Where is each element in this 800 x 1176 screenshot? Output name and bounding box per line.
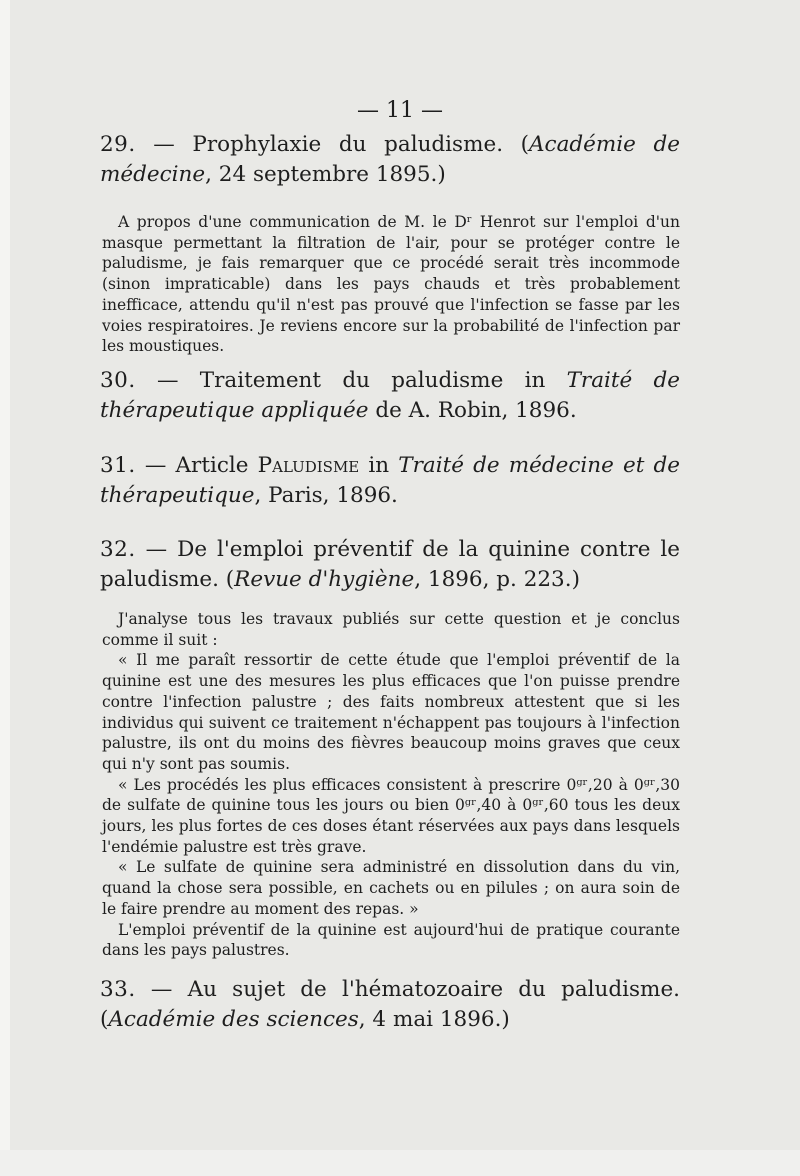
- entry-30-title: Traitement du paludisme in: [199, 368, 567, 393]
- page-number: — 11 —: [357, 98, 443, 123]
- entry-33-date: , 4 mai 1896.): [358, 1007, 510, 1032]
- entry-33-dash: —: [135, 977, 188, 1002]
- entry-31-number: 31.: [100, 453, 136, 478]
- page-edge-bottom: [0, 1150, 800, 1176]
- entry-32-number: 32.: [100, 537, 136, 562]
- entry-32-paragraph-2: « Il me paraît ressortir de cette étude que l'emploi préventif de la quinine est une des mesures les plus efficaces que l'on puisse prendre contre l'infection palustre ; des faits nombreux attestent que si les individus qui suivent ce traitement n'échappent pas toujours à l'infection palustre, ils ont du moins des fièvres beaucoup moins graves que ceux qui n'y sont pas soumis.: [102, 651, 680, 773]
- entry-30-number: 30.: [100, 368, 136, 393]
- entry-29-dash: —: [135, 132, 193, 157]
- entry-31-dash: —: [135, 453, 176, 478]
- entry-32-paragraph-1: J'analyse tous les travaux publiés sur cette question et je conclus comme il suit :: [102, 610, 680, 649]
- entry-31-title-mid: in: [359, 453, 399, 478]
- entry-29-source: Académie de médecine: [100, 132, 680, 187]
- entry-31-source: Traité de médecine et de thérapeutique: [100, 453, 681, 508]
- entry-33-heading: [100, 975, 680, 1035]
- entry-32-paragraph-4: « Le sulfate de quinine sera administré en dissolution dans du vin, quand la chose sera possible, en cachets ou en pilules ; on aura soin de le faire prendre au moment des repas. »: [102, 858, 680, 918]
- page-edge: [0, 0, 10, 1176]
- entry-32-date: , 1896, p. 223.): [414, 567, 580, 592]
- entry-32-paragraph-3: « Les procédés les plus efficaces consistent à prescrire 0ᵍʳ,20 à 0ᵍʳ,30 de sulfate de quinine tous les jours ou bien 0ᵍʳ,40 à 0ᵍʳ,60 tous les deux jours, les plus fortes de ces doses étant réservées aux pays dans lesquels l'endémie palustre est très grave.: [102, 775, 680, 856]
- entry-32-title: De l'emploi préventif de la quinine contre le paludisme. (: [100, 537, 680, 592]
- entry-29-date: , 24 septembre 1895.): [205, 162, 446, 187]
- entry-32-source: Revue d'hygiène: [234, 567, 415, 592]
- entry-31-title-smallcaps: Paludisme: [257, 453, 360, 478]
- entry-31-title-pre: Article: [175, 453, 258, 478]
- entry-33-number: 33.: [100, 977, 136, 1002]
- entry-29-body: [102, 212, 680, 357]
- entry-29-heading: [100, 130, 680, 190]
- entry-32-body: [102, 609, 680, 961]
- entry-29-number: 29.: [100, 132, 136, 157]
- entry-33-title: Au sujet de l'hématozoaire du paludisme. (: [100, 977, 681, 1032]
- entry-29-paragraph: A propos d'une communication de M. le Dʳ Henrot sur l'emploi d'un masque permettant la filtration de l'air, pour se protéger contre le paludisme, je fais remarquer que ce procédé serait très incommode (sinon impraticable) dans les pays chauds et très probablement inefficace, attendu qu'il n'est pas prouvé que l'infection se fasse par les voies respiratoires. Je reviens encore sur la probabilité de l'infection par les moustiques.: [102, 213, 680, 356]
- entry-29-title: Prophylaxie du paludisme. (: [192, 132, 530, 157]
- entry-30-date: de A. Robin, 1896.: [368, 398, 577, 423]
- entry-30-source: Traité de thérapeutique appliquée: [100, 368, 681, 423]
- entry-31-date: , Paris, 1896.: [254, 483, 398, 508]
- entry-30-heading: [100, 366, 680, 426]
- entry-30-dash: —: [135, 368, 200, 393]
- entry-32-paragraph-5: L'emploi préventif de la quinine est aujourd'hui de pratique courante dans les pays palustres.: [102, 920, 680, 960]
- entry-31-heading: [100, 451, 680, 511]
- entry-33-source: Académie des sciences: [108, 1007, 359, 1032]
- entry-32-dash: —: [135, 537, 178, 562]
- entry-32-heading: [100, 535, 680, 595]
